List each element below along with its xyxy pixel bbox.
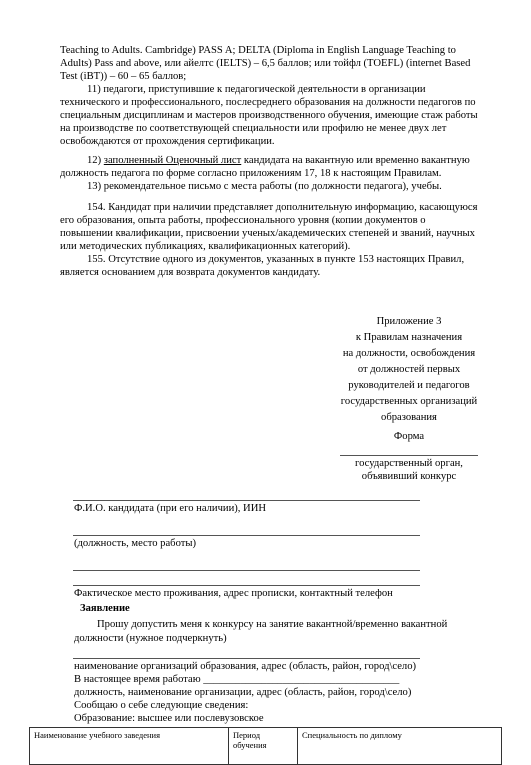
header-period: Период обучения [229, 728, 298, 765]
annex-line: на должности, освобождения [342, 348, 476, 359]
text-line: или методических публикациях, квалификационных категорий). [60, 241, 351, 252]
text-line: освобождаются от прохождения сертификации. [60, 136, 275, 147]
statement-text: должности (нужное подчеркнуть) [74, 633, 227, 644]
address-line-1 [73, 570, 420, 571]
education-label: Образование: высшее или послевузовское [74, 713, 264, 724]
annex-line: государственных организаций [340, 396, 478, 407]
table-header-row [30, 728, 502, 765]
text-line: технического и профессионального, послесреднего образования на должности педагогов по [60, 97, 476, 108]
text-line: Teaching to Adults. Cambridge) PASS A; DELTA (Diploma in English Language Teaching to [60, 45, 456, 56]
statement-title: Заявление [80, 603, 130, 614]
header-specialty: Специальность по диплому [298, 728, 502, 765]
form-label: Форма [393, 431, 425, 442]
text-line: Adults) Pass and above, или айелтс (IELTS) – 6,5 баллов; или тойфл (TOEFL) (internet Based [60, 58, 471, 69]
evaluation-sheet-link: заполненный Оценочный лист [103, 155, 242, 166]
pos-org-label: должность, наименование организации, адрес (область, район, город\село) [74, 687, 412, 698]
address-label: Фактическое место проживания, адрес прописки, контактный телефон [74, 588, 393, 599]
statement-text: Прошу допустить меня к конкурсу на занятие вакантной/временно вакантной [97, 619, 448, 630]
item-12-number: 12) [87, 155, 102, 166]
text-line: должность педагога по форме согласно приложениям 17, 18 к настоящим Правилам. [60, 168, 442, 179]
org-caption: государственный орган, [355, 458, 463, 469]
item-12 [87, 155, 470, 168]
annex-line: к Правилам назначения [355, 332, 463, 343]
item-11: 11) педагоги, приступившие к педагогической деятельности в организации [87, 84, 426, 95]
item-13: 13) рекомендательное письмо с места работы (по должности педагога), учебы. [87, 181, 442, 192]
org-name-label: наименование организаций образования, адрес (область, район, город\село) [74, 661, 417, 672]
currently-working-text: В настоящее время работаю [74, 674, 201, 685]
fio-line [73, 500, 420, 501]
education-table [29, 727, 502, 765]
org-caption: объявивший конкурс [361, 471, 457, 482]
annex-line: образования [381, 412, 437, 423]
text-line: повышении квалификации, присвоении ученых/академических степеней и званий, научных [60, 228, 475, 239]
annex-line: руководителей и педагогов [348, 380, 470, 391]
text-line: Test (iBT)) – 60 – 65 баллов; [60, 71, 187, 82]
header-institution: Наименование учебного заведения [30, 728, 229, 765]
text-line: специальным дисциплинам и мастеров производственного обучения, имеющие стаж работы [60, 110, 478, 121]
text-line: его образования, опыта работы, профессионального уровня (копии документов о [60, 215, 426, 226]
annex-title: Приложение 3 [376, 316, 442, 327]
position-line [73, 535, 420, 536]
address-line-2 [73, 585, 420, 586]
item-12-text: кандидата на вакантную или временно вакантную [243, 155, 470, 166]
currently-working-label [74, 674, 399, 687]
position-label: (должность, место работы) [74, 538, 196, 549]
inform-label: Сообщаю о себе следующие сведения: [74, 700, 249, 711]
currently-working-blank: _____________________________________ [203, 674, 400, 685]
paragraph-154: 154. Кандидат при наличии представляет дополнительную информацию, касающуюся [87, 202, 478, 213]
paragraph-155: 155. Отсутствие одного из документов, указанных в пункте 153 настоящих Правил, [87, 254, 465, 265]
text-line: является основанием для возврата документов кандидату. [60, 267, 321, 278]
fio-label: Ф.И.О. кандидата (при его наличии), ИИН [74, 503, 267, 514]
annex-line: от должностей первых [357, 364, 461, 375]
text-line: на производстве по соответствующей специальности или профилю не менее двух лет [60, 123, 447, 134]
org-blank-line [340, 455, 478, 456]
org-name-line [73, 658, 420, 659]
